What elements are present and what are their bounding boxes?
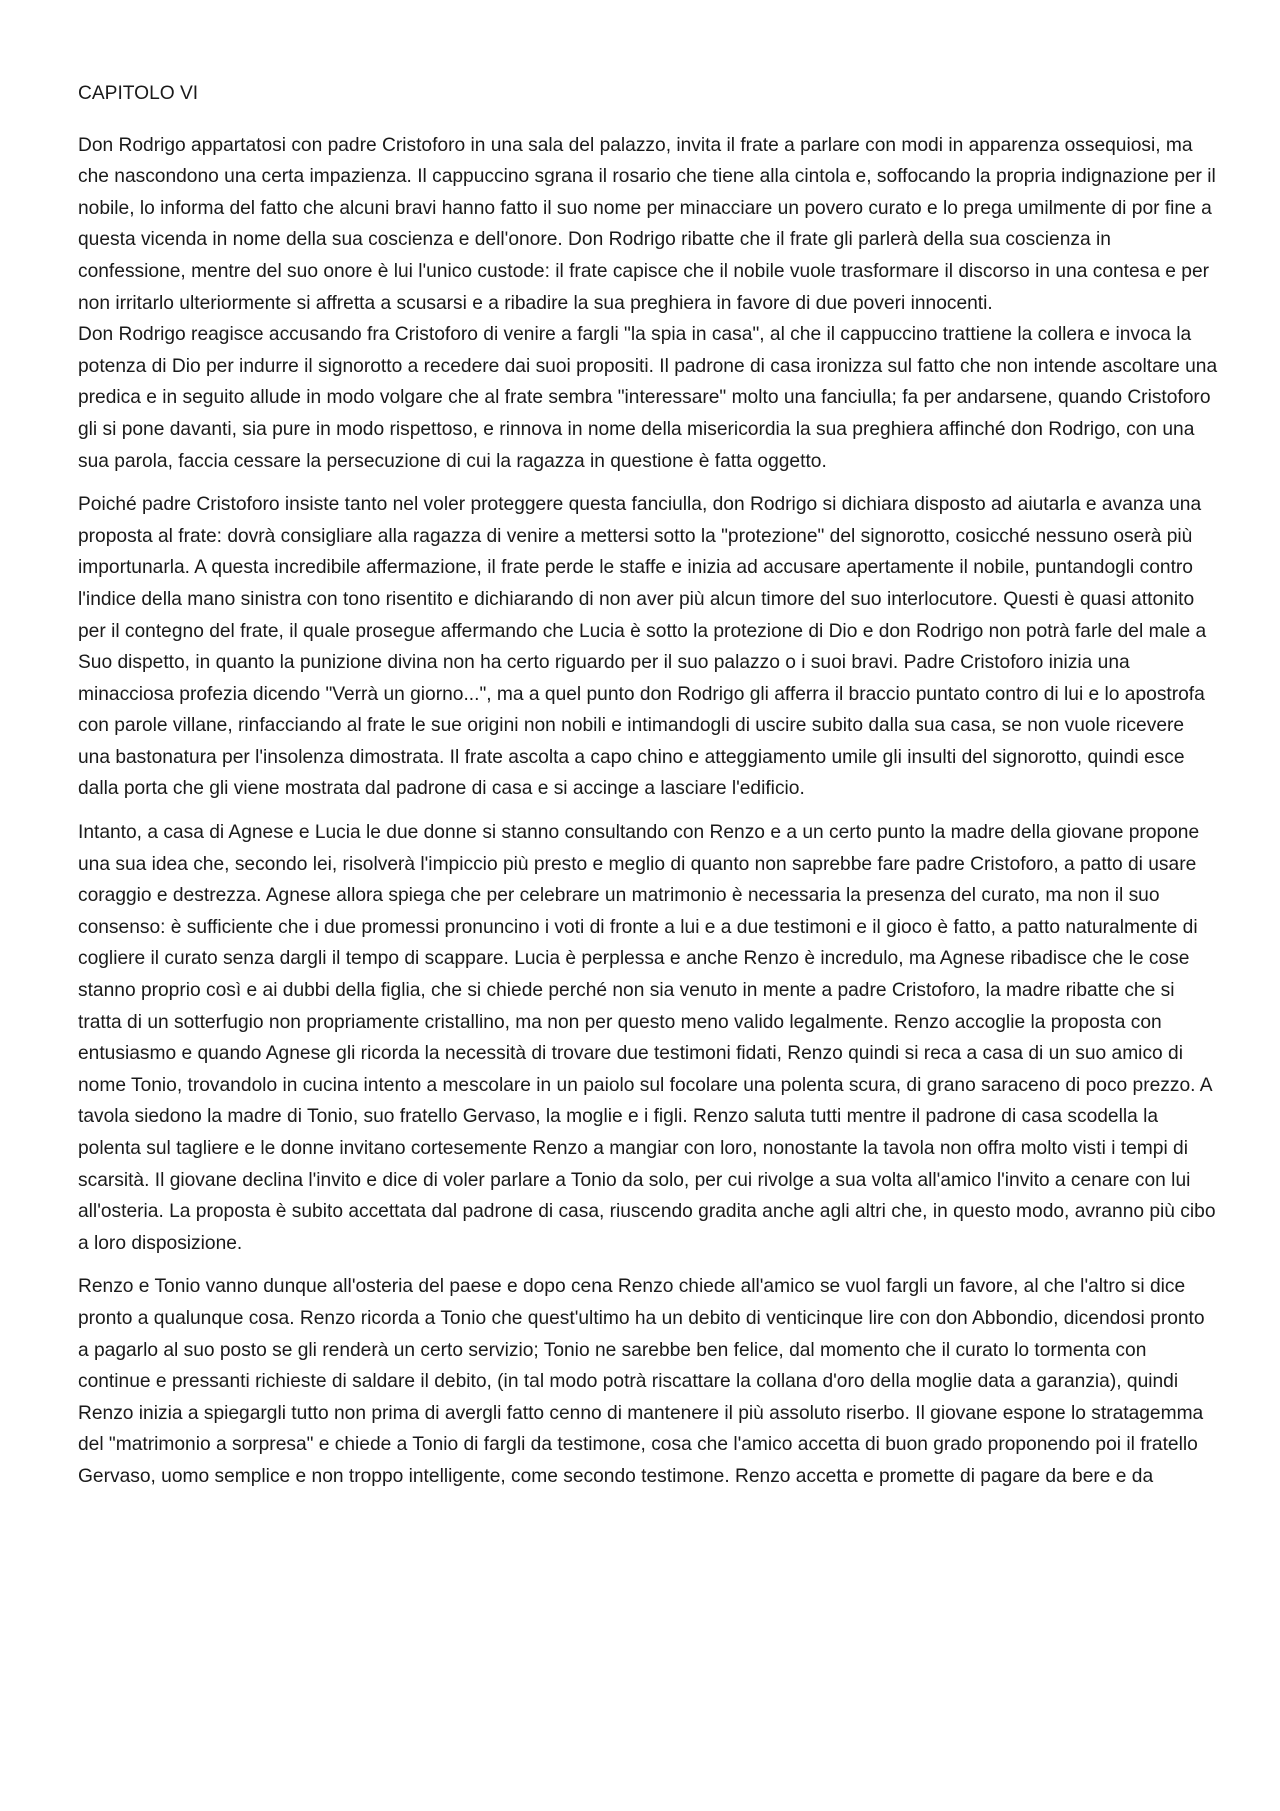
chapter-title: CAPITOLO VI bbox=[78, 83, 199, 104]
document-page bbox=[78, 78, 1218, 1493]
paragraph-3: Poiché padre Cristoforo insiste tanto nel voler proteggere questa fanciulla, don Rodrigo si dichiara disposto ad aiutarla e avanza una proposta al frate: dovrà consigliare alla ragazza di venire a mettersi sotto la "protezione" del signorotto, cosicché nessuno oserà più importunarla. A questa incredibile affermazione, il frate perde le staffe e inizia ad accusare apertamente il nobile, puntandogli contro l'indice della mano sinistra con tono risentito e dichiarando di non aver più alcun timore del suo interlocutore. Questi è quasi attonito per il contegno del frate, il quale prosegue affermando che Lucia è sotto la protezione di Dio e don Rodrigo non potrà farle del male a Suo dispetto, in quanto la punizione divina non ha certo riguardo per il suo palazzo o i suoi bravi. Padre Cristoforo inizia una minacciosa profezia dicendo "Verrà un giorno...", ma a quel punto don Rodrigo gli afferra il braccio puntato contro di lui e lo apostrofa con parole villane, rinfacciando al frate le sue origini non nobili e intimandogli di uscire subito dalla sua casa, se non vuole ricevere una bastonatura per l'insolenza dimostrata. Il frate ascolta a capo chino e atteggiamento umile gli insulti del signorotto, quindi esce dalla porta che gli viene mostrata dal padrone di casa e si accinge a lasciare l'edificio. bbox=[78, 494, 1207, 800]
paragraph-4: Intanto, a casa di Agnese e Lucia le due donne si stanno consultando con Renzo e a un certo punto la madre della giovane propone una sua idea che, secondo lei, risolverà l'impiccio più presto e meglio di quanto non saprebbe fare padre Cristoforo, a patto di usare coraggio e destrezza. Agnese allora spiega che per celebrare un matrimonio è necessaria la presenza del curato, ma non il suo consenso: è sufficiente che i due promessi pronuncino i voti di fronte a lui e a due testimoni e il gioco è fatto, a patto naturalmente di cogliere il curato senza dargli il tempo di scappare. Lucia è perplessa e anche Renzo è incredulo, ma Agnese ribadisce che le cose stanno proprio così e ai dubbi della figlia, che si chiede perché non sia venuto in mente a padre Cristoforo, la madre ribatte che si tratta di un sotterfugio non propriamente cristallino, ma non per questo meno valido legalmente. Renzo accoglie la proposta con entusiasmo e quando Agnese gli ricorda la necessità di trovare due testimoni fidati, Renzo quindi si reca a casa di un suo amico di nome Tonio, trovandolo in cucina intento a mescolare in un paiolo sul focolare una polenta scura, di grano saraceno di poco prezzo. A tavola siedono la madre di Tonio, suo fratello Gervaso, la moglie e i figli. Renzo saluta tutti mentre il padrone di casa scodella la polenta sul tagliere e le donne invitano cortesemente Renzo a mangiar con loro, nonostante la tavola non offra molto visti i tempi di scarsità. Il giovane declina l'invito e dice di voler parlare a Tonio da solo, per cui rivolge a sua volta all'amico l'invito a cenare con lui all'osteria. La proposta è subito accettata dal padrone di casa, riuscendo gradita anche agli altri che, in questo modo, avranno più cibo a loro disposizione. bbox=[78, 822, 1216, 1254]
paragraph-5: Renzo e Tonio vanno dunque all'osteria del paese e dopo cena Renzo chiede all'amico se vuol fargli un favore, al che l'altro si dice pronto a qualunque cosa. Renzo ricorda a Tonio che quest'ultimo ha un debito di venticinque lire con don Abbondio, dicendosi pronto a pagarlo al suo posto se gli renderà un certo servizio; Tonio ne sarebbe ben felice, dal momento che il curato lo tormenta con continue e pressanti richieste di saldare il debito, (in tal modo potrà riscattare la collana d'oro della moglie data a garanzia), quindi Renzo inizia a spiegargli tutto non prima di avergli fatto cenno di mantenere il più assoluto riserbo. Il giovane espone lo stratagemma del "matrimonio a sorpresa" e chiede a Tonio di fargli da testimone, cosa che l'amico accetta di buon grado proponendo poi il fratello Gervaso, uomo semplice e non troppo intelligente, come secondo testimone. Renzo accetta e promette di pagare da bere e da bbox=[78, 1276, 1205, 1487]
paragraph-1: Don Rodrigo appartatosi con padre Cristoforo in una sala del palazzo, invita il frate a parlare con modi in apparenza ossequiosi, ma che nascondono una certa impazienza. Il cappuccino sgrana il rosario che tiene alla cintola e, soffocando la propria indignazione per il nobile, lo informa del fatto che alcuni bravi hanno fatto il suo nome per minacciare un povero curato e lo prega umilmente di por fine a questa vicenda in nome della sua coscienza e dell'onore. Don Rodrigo ribatte che il frate gli parlerà della sua coscienza in confessione, mentre del suo onore è lui l'unico custode: il frate capisce che il nobile vuole trasformare il discorso in una contesa e per non irritarlo ulteriormente si affretta a scusarsi e a ribadire la sua preghiera in favore di due poveri innocenti. bbox=[78, 134, 1216, 314]
paragraph-2: Don Rodrigo reagisce accusando fra Cristoforo di venire a fargli "la spia in casa", al che il cappuccino trattiene la collera e invoca la potenza di Dio per indurre il signorotto a recedere dai suoi propositi. Il padrone di casa ironizza sul fatto che non intende ascoltare una predica e in seguito allude in modo volgare che al frate sembra "interessare" molto una fanciulla; fa per andarsene, quando Cristoforo gli si pone davanti, sia pure in modo rispettoso, e rinnova in nome della misericordia la sua preghiera affinché don Rodrigo, con una sua parola, faccia cessare la persecuzione di cui la ragazza in questione è fatta oggetto. bbox=[78, 324, 1218, 472]
